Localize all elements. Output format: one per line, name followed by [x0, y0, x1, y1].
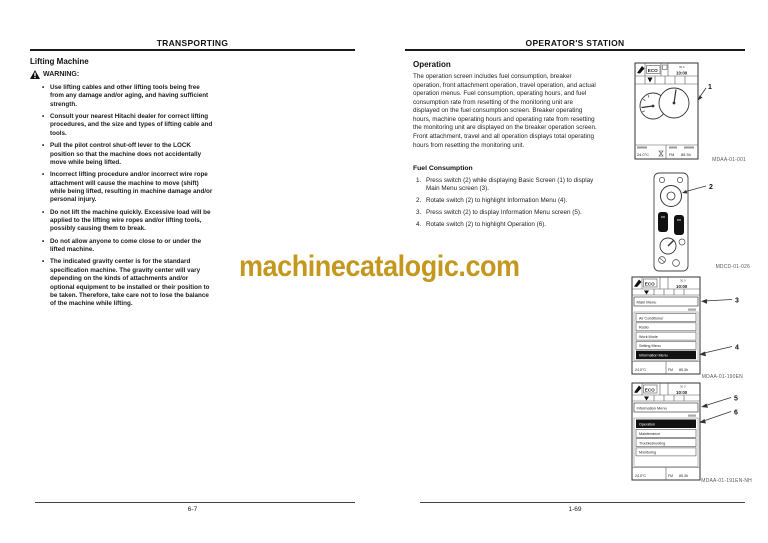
- section-title-lifting-machine: Lifting Machine: [30, 57, 89, 66]
- step-number: 3.: [416, 209, 422, 217]
- step-item: [416, 209, 608, 217]
- eco-indicator: ECO: [644, 281, 655, 287]
- figure-information-menu-screen: [630, 381, 752, 485]
- selector-knob: [661, 186, 682, 207]
- rocker-switch: [674, 215, 684, 235]
- operation-intro-paragraph: The operation screen includes fuel consumption, breaker operation, front attachment operation, travel operation, and actual operation menus. Fuel consumption, operating hours, and fuel consumption rate from resetting of the monitoring unit are displayed on the fuel consumption screen. Breaker operating hours, machine operating hours and operating rate from resetting the monitoring unit are displayed on the breaker operation screen. Front attachment, travel and all operation displays total operating hours from resetting the monitoring unit.: [413, 73, 597, 149]
- warning-bullet: [42, 171, 214, 204]
- figure-switch-panel: [648, 170, 748, 274]
- menu-item: Radio: [639, 325, 649, 330]
- rate-readout: 30.0: [680, 384, 686, 389]
- menu-item: Monitoring: [639, 450, 657, 455]
- menu-item: Work Mode: [639, 334, 658, 339]
- step-text: Press switch (2) to display Information Menu screen (5).: [426, 209, 582, 217]
- clock-readout: 10:00: [676, 70, 688, 76]
- warning-label: WARNING:: [43, 71, 80, 78]
- figure-caption: MDCD-01-026: [715, 264, 750, 270]
- callout-arrow: [698, 96, 703, 101]
- bullet-marker: •: [42, 208, 45, 216]
- watermark-text: machinecatalogic.com: [239, 250, 520, 283]
- callout-2: 2: [709, 184, 713, 191]
- step-item: [416, 221, 608, 229]
- right-page-title: OPERATOR'S STATION: [525, 38, 625, 48]
- clock-readout: 10:00: [676, 390, 688, 395]
- menu-item: Information Menu: [639, 353, 668, 358]
- bullet-marker: •: [42, 237, 45, 245]
- callout-6: 6: [734, 409, 738, 417]
- warning-text: Incorrect lifting procedure and/or incorrect wire rope attachment will cause the machine to move (shift) while being lifted, resulting in machine damage and/or personal injury.: [50, 171, 213, 204]
- clock-readout: 10:00: [676, 284, 688, 289]
- menu-item: Setting Menu: [639, 344, 661, 349]
- callout-arrow: [701, 404, 708, 408]
- step-number: 4.: [416, 220, 422, 228]
- warning-bullet: [42, 142, 214, 167]
- warning-list: [42, 84, 214, 309]
- step-item: [416, 177, 608, 194]
- menu-title: Information Menu: [636, 405, 667, 411]
- right-header-rule: [405, 49, 745, 51]
- hour-meter-readout: 85.3h: [681, 152, 691, 157]
- warning-triangle-icon: [30, 70, 40, 79]
- eco-indicator: ECO: [644, 387, 655, 393]
- figure-caption: MDAA-01-001: [712, 157, 746, 163]
- aircon-temp-readout: 24.0°C: [635, 368, 647, 372]
- menu-title: Main Menu: [636, 299, 657, 305]
- left-footer-rule: [35, 502, 355, 503]
- menu-item: Operation: [639, 422, 656, 427]
- callout-arrow: [701, 299, 707, 304]
- warning-bullet: [42, 209, 214, 234]
- rocker-switch: [658, 212, 668, 232]
- warning-text: Consult your nearest Hitachi dealer for correct lifting procedures, and the size and types of lifting cable and tools.: [50, 113, 213, 137]
- radio-band-readout: FM: [668, 368, 673, 372]
- menu-item: Air Conditioner: [639, 316, 664, 321]
- rate-readout: 30.0: [680, 278, 686, 283]
- figure-main-menu-screen: [630, 275, 748, 379]
- bullet-marker: •: [42, 84, 45, 91]
- warning-text: Pull the pilot control shut-off lever to the LOCK position so that the machine does not accidentally move while being lifted.: [50, 142, 202, 166]
- left-header-rule: [30, 49, 355, 51]
- warning-bullet: [42, 258, 214, 308]
- step-text: Press switch (2) while displaying Basic Screen (1) to display Main Menu screen (3).: [426, 177, 594, 193]
- warning-bullet: [42, 113, 214, 138]
- bullet-marker: •: [42, 258, 45, 266]
- warning-text: Use lifting cables and other lifting tools being free from any damage and/or aging, and having sufficient strength.: [50, 84, 209, 108]
- menu-item: Maintenance: [639, 432, 661, 437]
- rate-readout: 30.0: [679, 65, 685, 69]
- right-page-number: 1-69: [568, 506, 582, 513]
- bullet-marker: •: [42, 171, 45, 179]
- hour-meter-readout: 85.3h: [679, 474, 688, 478]
- callout-3: 3: [735, 297, 739, 305]
- step-text: Rotate switch (2) to highlight Information Menu (4).: [426, 197, 568, 205]
- step-item: [416, 197, 608, 205]
- callout-1: 1: [708, 84, 712, 91]
- radio-band-readout: FM: [668, 474, 673, 478]
- figure-caption: MDAA-01-190EN: [701, 374, 743, 380]
- figure-basic-screen: [632, 60, 748, 170]
- subsection-title-fuel-consumption: Fuel Consumption: [413, 165, 473, 172]
- fuel-consumption-steps: [416, 177, 608, 229]
- radio-band-readout: FM: [669, 153, 675, 157]
- step-number: 2.: [416, 197, 422, 205]
- warning-header: [30, 70, 79, 79]
- bullet-marker: •: [42, 142, 45, 150]
- warning-bullet: [42, 84, 214, 109]
- right-footer-rule: [420, 502, 745, 503]
- eco-indicator: ECO: [647, 68, 658, 73]
- warning-text: Do not allow anyone to come close to or under the lifted machine.: [50, 237, 202, 254]
- warning-text: The indicated gravity center is for the standard specification machine. The gravity center will vary depending on the kinds of attachments and/or optional equipment to be installed or their position to be taken. Therefore, take care not to lose the balance of the machine while lifting.: [50, 258, 210, 308]
- aircon-temp-readout: 24.0°C: [635, 474, 647, 478]
- warning-bullet: [42, 238, 214, 255]
- left-page-number: 6-7: [187, 506, 198, 513]
- section-title-operation: Operation: [413, 60, 451, 69]
- left-page-title: TRANSPORTING: [156, 38, 229, 48]
- menu-item: Troubleshooting: [639, 441, 666, 446]
- step-number: 1.: [416, 177, 422, 184]
- warning-text: Do not lift the machine quickly. Excessive load will be applied to the lifting wire ropes and/or lifting tools, possibly causing them to break.: [50, 208, 211, 233]
- bullet-marker: •: [42, 113, 45, 121]
- aircon-temp-readout: 24.0°C: [637, 152, 649, 157]
- callout-5: 5: [734, 395, 738, 403]
- callout-4: 4: [735, 344, 739, 352]
- step-text: Rotate switch (2) to highlight Operation (6).: [426, 220, 547, 228]
- figure-caption: MDAA-01-191EN-NH: [701, 478, 752, 484]
- hour-meter-readout: 85.3h: [679, 368, 688, 372]
